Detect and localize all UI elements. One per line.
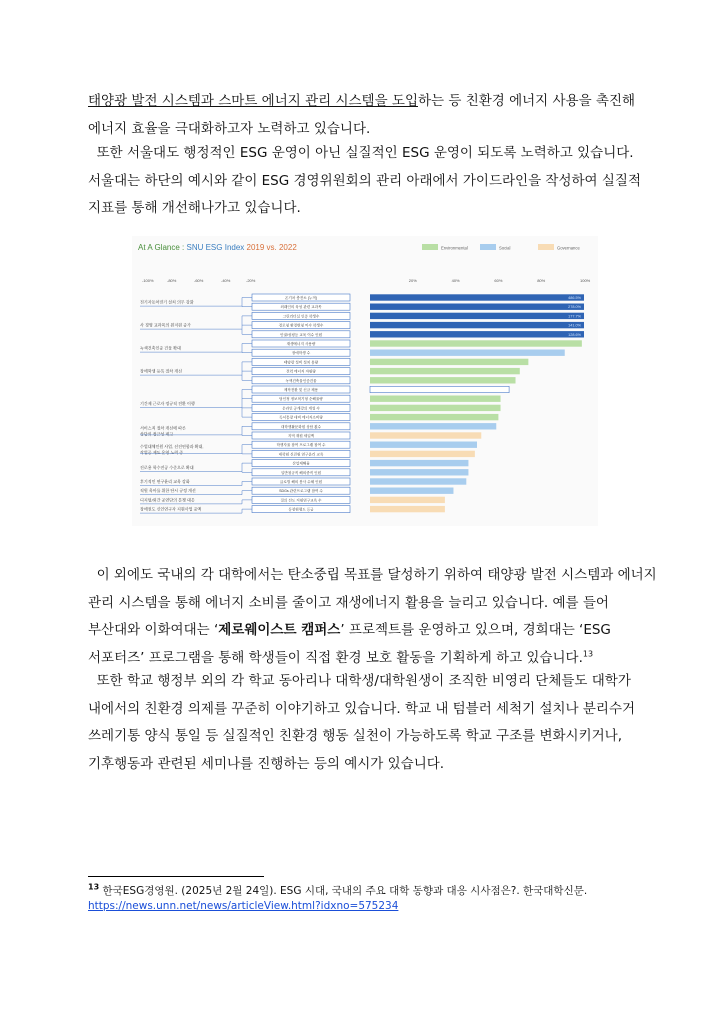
indicator-bar [370, 432, 481, 438]
legend-swatch [480, 244, 496, 250]
paragraph-student-groups [88, 668, 648, 778]
footnote-link[interactable]: https://news.unn.net/news/articleView.html?idxno=575234 [88, 900, 399, 912]
indicator-label: 제작전환 및 신규 채용 [283, 388, 319, 392]
title-index: SNU ESG Index [186, 243, 247, 252]
indicator-value-label: 141.0% [568, 323, 581, 328]
indicator-label: 온기차 충전소 (누적) [284, 296, 318, 300]
indicator-label: 대학원 신진원 연구윤리 교육 [278, 452, 324, 457]
indicator-bar [370, 313, 584, 319]
indicator-value-label: 486.5% [568, 296, 581, 300]
group-label: 디지털/외간 공연단의 분쟁 대응 [140, 497, 195, 503]
text-segment: 또한 서울대도 행정적인 ESG 운영이 아닌 실질적인 ESG 운영이 되도록 노력하고 있습니다. [96, 145, 634, 161]
footnote-reference[interactable]: 13 [582, 649, 594, 658]
indicator-bar [370, 386, 509, 392]
tick-label: 100% [580, 278, 591, 283]
group-label: 장애학생 등록 절차 개선 [140, 368, 182, 374]
tick-label: -40% [221, 278, 231, 283]
indicator-label: 질의 선도 지원연구교육 수 [280, 498, 322, 503]
indicator-bar [370, 304, 584, 310]
indicator-label: 대학생활문화원 상담 횟수 [280, 424, 322, 429]
group-label: 녹색건축인증 건물 확대 [140, 345, 181, 351]
indicator-bar [370, 451, 475, 457]
indicator-label: 담인정 정보혁기형 순해율량 [279, 397, 323, 402]
text-line [88, 140, 648, 168]
text-segment: 이 외에도 국내의 각 대학에서는 탄소중립 목표를 달성하기 위하여 태양광 발전 시스템과 에너지 [96, 567, 657, 583]
footnote-number: 13 [88, 882, 100, 892]
tick-label: 80% [537, 278, 546, 283]
indicator-label: 지역 재원 세입액 [287, 434, 315, 438]
indicator-bar [370, 359, 528, 365]
group-label: 수업대체인원 사업, 선진연합과 확대, [140, 443, 204, 449]
tick-label: 60% [494, 278, 503, 283]
title-prefix: At A Glance : [138, 243, 187, 252]
axis-ticks [142, 278, 591, 283]
text-line [88, 617, 648, 645]
legend-label: Governance [557, 245, 580, 251]
group-label: 전기자동차전기 설치 의무 강화 [140, 299, 194, 305]
indicator-label: 전력 에너지 자원량 [286, 369, 316, 374]
indicator-label: 외래인의 육성 관련 교과목 [280, 305, 322, 310]
tick-label: 40% [451, 278, 460, 283]
indicator-bar [370, 497, 445, 503]
group-label: 사 경영 교과목의 원저원 증가 [140, 322, 191, 328]
tick-label: -20% [246, 278, 256, 283]
indicator-label: 재생에너지 사용량 [286, 342, 316, 346]
indicator-label: 일반청규직 해외중직 인원 [280, 470, 322, 475]
text-segment: 서포터즈’ 프로그램을 통해 학생들이 직접 환경 보호 활동을 기획하게 하고 있습니다. [88, 649, 583, 666]
group-label: 진로용 학수전공 수준으로 확대 [140, 465, 194, 471]
indicator-bar [370, 506, 445, 512]
text-line: 내에서의 친환경 의제를 꾸준히 이야기하고 있습니다. 학교 내 텀블러 세척기 설치나 분리수거 [88, 700, 636, 717]
indicator-label: 동창원행도 등급 [288, 507, 314, 512]
indicator-rows [252, 294, 584, 513]
indicator-bar [370, 368, 520, 374]
indicator-label: 태양광 설비 설치 용량 [283, 360, 319, 365]
indicator-value-label: 278.0% [568, 305, 581, 310]
text-line: 쓰레기통 양식 통일 등 실질적인 친환경 행동 실천이 가능하도록 학교 구조를 변화시키거나, [88, 728, 623, 744]
text-line: 관리 시스템을 통해 에너지 소비를 줄이고 재생에너지 활용을 늘리고 있습니다. 예를 들어 [88, 594, 609, 611]
text-line [88, 668, 648, 696]
indicator-bar [370, 469, 468, 475]
group-label: 기간제 근로자 정규직 전환 이행 [140, 400, 195, 406]
bold-phrase: 제로웨이스트 캠퍼스 [218, 622, 341, 638]
legend-label: Social [499, 245, 511, 251]
indicator-label: 학생자율 참여 프로그램 참여 수 [276, 443, 326, 448]
indicator-bar [370, 460, 468, 466]
tick-label: -80% [167, 278, 177, 283]
group-label: 상담의 접근성 제고 [140, 431, 174, 437]
esg-index-figure [132, 236, 598, 526]
indicator-label: 장애학생 수 [291, 351, 311, 356]
esg-index-chart [132, 236, 598, 526]
indicator-bar [370, 322, 584, 328]
indicator-bar [370, 478, 466, 484]
legend-swatch [538, 244, 554, 250]
indicator-label: 인권/성평등 교육 이수 인원 [279, 332, 323, 337]
left-group-labels [140, 298, 252, 514]
text-line: 서울대는 하단의 예시와 같이 ESG 경영위원회의 관리 아래에서 가이드라인을 작성하여 실질적 [88, 172, 641, 189]
paragraph-other-universities [88, 562, 657, 672]
text-line: 기후행동과 관련된 세미나를 진행하는 등의 예시가 있습니다. [88, 755, 445, 772]
text-segment: 부산대와 이화여대는 ‘ [88, 622, 219, 638]
indicator-bar [370, 414, 498, 420]
footnote-divider [88, 876, 264, 877]
indicator-label: 온라인 공개강의 개설 수 [282, 406, 320, 411]
text-segment: ’ 프로젝트를 운영하고 있으며, 경희대는 ‘ESG [340, 622, 611, 638]
indicator-value-label: 177.7% [568, 314, 581, 319]
group-label: 서비스직 절차 개선에 따른 [140, 425, 186, 431]
indicator-bar [370, 396, 501, 402]
underlined-phrase: 태양광 발전 시스템과 스마트 에너지 관리 시스템을 도입 [88, 93, 418, 109]
indicator-bar [370, 377, 516, 383]
indicator-bar [370, 350, 565, 356]
text-segment: 하는 등 친환경 에너지 사용을 촉진해 [417, 93, 636, 109]
paragraph-solar-intro [88, 88, 648, 143]
group-label: 직원 육아를 위한 단시 규정 개선 [140, 488, 196, 494]
indicator-label: SDGs 관련프로그램 참여 수 [279, 489, 323, 494]
indicator-bar [370, 442, 477, 448]
indicator-label: 경로형 환경변형 이수 학생수 [278, 323, 324, 328]
group-label: 장애권도 신인연구자 지원사업 증액 [140, 506, 202, 512]
figure-title [138, 243, 297, 252]
indicator-label: 그린리더십 인증 학생수 [282, 314, 320, 319]
footnote-text-line [88, 884, 648, 899]
indicator-label: 글로벌 해외 봉사 수혜 인원 [279, 480, 323, 484]
footnote-link-line [88, 899, 648, 914]
group-label: 작업공 제도 운영 노력 중 [140, 449, 184, 455]
indicator-bar [370, 488, 453, 494]
text-line: 에너지 효율을 극대화하고자 노력하고 있습니다. [88, 120, 371, 137]
indicator-bar [370, 294, 584, 300]
text-line [88, 88, 648, 116]
legend [422, 244, 580, 251]
title-years: 2019 vs. 2022 [246, 243, 297, 252]
indicator-label: 녹색건축물인증건물 [285, 378, 317, 383]
indicator-bar [370, 423, 496, 429]
paragraph-snu-esg [88, 140, 648, 223]
tick-label: 20% [408, 278, 417, 283]
indicator-label: 산업재해율 [292, 461, 310, 466]
indicator-label: 독서통장 대비 에너지소비량 [279, 415, 323, 420]
text-line: 지표를 통해 개선해나가고 있습니다. [88, 200, 301, 216]
text-segment: 또한 학교 행정부 외의 각 학교 동아리나 대학생/대학원생이 조직한 비영리 단체들도 대학가 [96, 673, 631, 689]
legend-swatch [422, 244, 438, 250]
tick-label: -100% [142, 278, 154, 283]
legend-label: Environmental [441, 245, 468, 251]
indicator-bar [370, 331, 584, 337]
footnote-citation: 한국ESG경영원. (2025년 2월 24일). ESG 시대, 국내의 주요 대학 동향과 대응 시사점은?. 한국대학신문. [99, 885, 588, 897]
indicator-bar [370, 340, 582, 346]
tick-label: -60% [194, 278, 204, 283]
text-line [88, 562, 657, 590]
group-label: 후기적인 연구윤리 교육 강화 [140, 479, 190, 484]
footnote [88, 884, 648, 914]
indicator-bar [370, 405, 501, 411]
indicator-value-label: 128.6% [568, 332, 581, 337]
